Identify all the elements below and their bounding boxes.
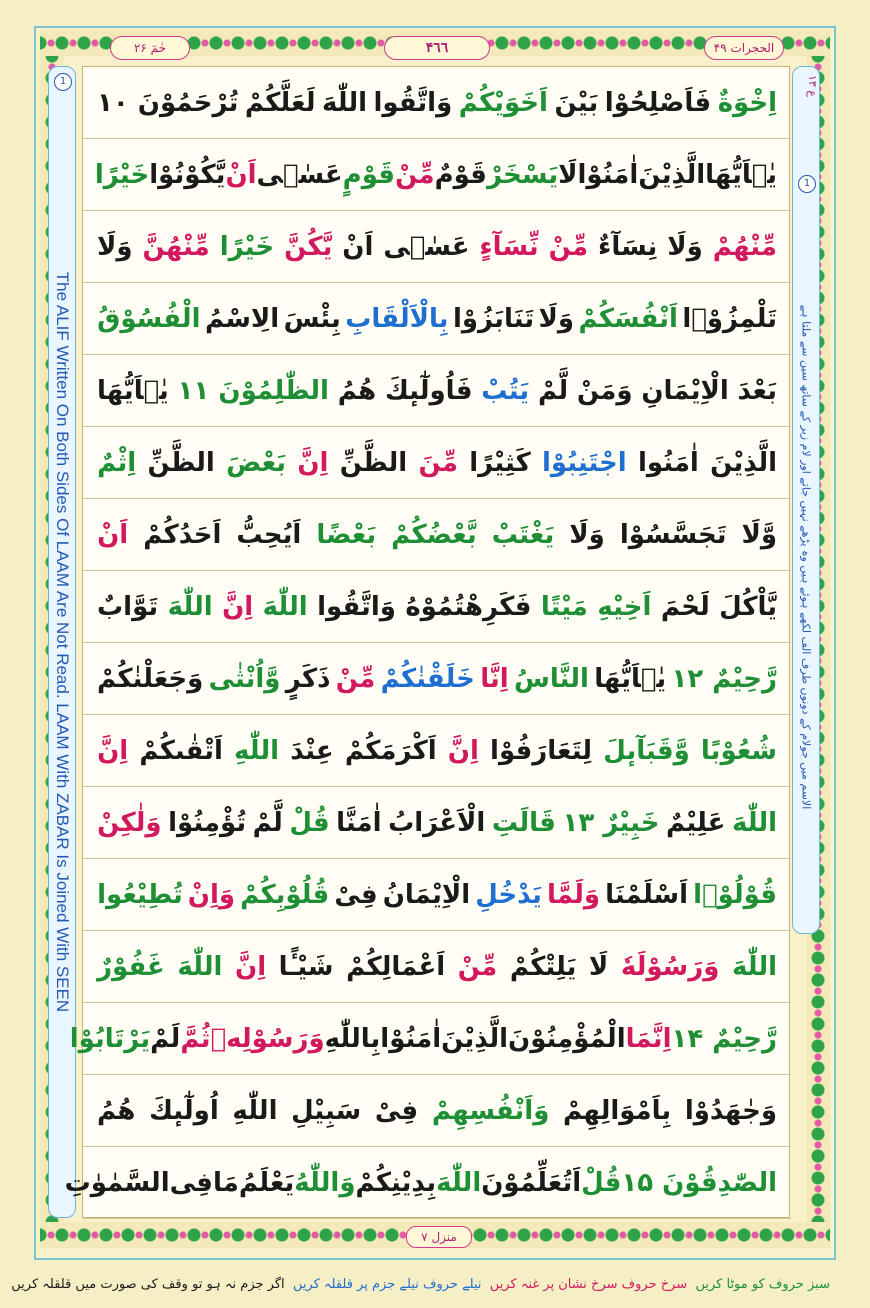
verse-word: بِاَمْوَالِهِمْ bbox=[563, 1095, 672, 1126]
verse-line bbox=[83, 787, 791, 859]
verse-word: اَنْ bbox=[342, 231, 374, 262]
verse-word: اَسْلَمْنَا bbox=[605, 879, 689, 910]
right-margin-note bbox=[792, 66, 820, 934]
verse-word: اللّٰهَ bbox=[731, 807, 777, 838]
juz-label: حٰمٓ ۲۶ bbox=[110, 36, 190, 60]
verse-word: وَّقَبَآىٕلَ bbox=[603, 735, 690, 766]
verse-word: اللّٰهِ bbox=[232, 1095, 278, 1126]
verse-word: یٰۤاَیُّهَا bbox=[97, 375, 169, 406]
verse-word: بِئْسَ bbox=[283, 303, 341, 334]
verse-word: مِّنْ bbox=[395, 159, 435, 190]
verse-word: اِنَّ bbox=[222, 591, 254, 622]
manzil-marker: منزل ٧ bbox=[406, 1226, 472, 1248]
verse-word: یَتُبْ bbox=[481, 375, 530, 406]
verse-word: تَلْمِزُوْۤا bbox=[682, 303, 777, 334]
verse-word: یٰۤاَیُّهَا bbox=[705, 159, 777, 190]
verse-word: بِالْاَلْقَابِ bbox=[345, 303, 449, 334]
verse-line bbox=[83, 67, 791, 139]
verse-word: اَكْرَمَكُمْ bbox=[344, 735, 437, 766]
verse-line bbox=[83, 931, 791, 1003]
verse-word: تَوَّابٌ bbox=[97, 591, 159, 622]
verse-word: قَالَتِ bbox=[491, 807, 556, 838]
verse-word: وَاَنْفُسِهِمْ bbox=[431, 1095, 550, 1126]
verse-word: الظّٰلِمُوْنَ ۱۱ bbox=[177, 375, 329, 406]
verse-word: لَعَلَّكُمْ bbox=[244, 87, 316, 118]
verse-word: فِی bbox=[169, 1167, 213, 1198]
verse-word: اللّٰهِ bbox=[234, 735, 280, 766]
verse-word: فَاَصْلِحُوْا bbox=[604, 87, 712, 118]
verse-word: خَیْرًا bbox=[94, 159, 150, 190]
verse-word: وَلٰكِنْ bbox=[97, 807, 162, 838]
verse-word: وَاتَّقُوا bbox=[373, 87, 453, 118]
verse-word: وَرَسُوْلِهٖ bbox=[210, 1023, 325, 1054]
verse-line bbox=[83, 571, 791, 643]
verse-word: اِنَّمَا bbox=[625, 1023, 672, 1054]
verse-word: الْاَعْرَابُ bbox=[388, 807, 486, 838]
verse-word: تُطِیْعُوا bbox=[97, 879, 183, 910]
legend-red: سرخ حروف سرخ نشان پر غنہ کریں bbox=[489, 1277, 688, 1292]
verse-word: وَمَنْ bbox=[576, 375, 633, 406]
verse-word: الْمُؤْمِنُوْنَ bbox=[508, 1023, 626, 1054]
verse-word: مِّنْ bbox=[457, 951, 498, 982]
verse-word: اُولٰٓىٕكَ bbox=[149, 1095, 219, 1126]
verse-word: هُمُ bbox=[337, 375, 377, 406]
verse-line bbox=[83, 715, 791, 787]
page-number: ۴٦٦ bbox=[384, 36, 490, 60]
verse-word: اجْتَنِبُوْا bbox=[542, 447, 627, 478]
verse-word: النَّاسُ bbox=[514, 663, 589, 694]
verse-word: بَیْنَ bbox=[554, 87, 599, 118]
verse-line bbox=[83, 283, 791, 355]
verse-word: الَّذِیْنَ bbox=[638, 159, 706, 190]
verse-word: مِّنَ bbox=[418, 447, 458, 478]
verse-word: السَّمٰوٰتِ bbox=[64, 1167, 170, 1198]
verse-word: مَا bbox=[212, 1167, 239, 1198]
verse-word: قُلْ bbox=[581, 1167, 622, 1198]
verse-word: یَّكُوْنُوْا bbox=[149, 159, 226, 190]
verse-word: لَحْمَ bbox=[660, 591, 710, 622]
verse-word: مِّنْهُنَّ bbox=[142, 231, 210, 262]
verse-word: اَنْ bbox=[225, 159, 257, 190]
verse-word: یَعْلَمُ bbox=[238, 1167, 295, 1198]
verse-word: اللّٰهَ bbox=[436, 1167, 482, 1198]
verse-word: قُلْ bbox=[289, 807, 330, 838]
verse-word: اَتْقٰىكُمْ bbox=[139, 735, 223, 766]
verse-word: یَّكُنَّ bbox=[284, 231, 333, 262]
verse-word: الْفُسُوْقُ bbox=[97, 303, 201, 334]
verse-word: وَاِنْ bbox=[187, 879, 236, 910]
verse-line bbox=[83, 859, 791, 931]
verse-word: اللّٰهَ bbox=[177, 951, 223, 982]
verse-word: تُؤْمِنُوْا bbox=[168, 807, 247, 838]
verse-word: عَسٰۤى bbox=[383, 231, 470, 262]
note-number-badge: 1 bbox=[54, 73, 72, 91]
tajweed-legend bbox=[11, 1268, 830, 1302]
verse-word: لَا bbox=[588, 951, 609, 982]
verse-line bbox=[64, 1147, 791, 1219]
verse-word: اِثْمٌ bbox=[97, 447, 137, 478]
note-number-badge-right: 1 bbox=[798, 175, 816, 193]
verse-word: بِدِیْنِكُمْ bbox=[355, 1167, 437, 1198]
verse-word: اَخَوَیْكُمْ bbox=[458, 87, 548, 118]
verse-word: اَخِیْهِ bbox=[597, 591, 652, 622]
verse-word: یَغْتَبْ bbox=[491, 519, 555, 550]
verse-line bbox=[83, 355, 791, 427]
verse-word: اَتُعَلِّمُوْنَ bbox=[481, 1167, 582, 1198]
verse-word: فَاُولٰٓىٕكَ bbox=[384, 375, 473, 406]
verse-word: رَّحِیْمٌ ۱۲ bbox=[671, 663, 777, 694]
verse-word: الَّذِیْنَ bbox=[441, 1023, 508, 1054]
verse-word: قُلُوْبِكُمْ bbox=[240, 879, 330, 910]
verse-word: وَاتَّقُوا bbox=[317, 591, 396, 622]
verse-word: الَّذِیْنَ bbox=[710, 447, 777, 478]
verse-line bbox=[83, 499, 791, 571]
verse-word: مَیْتًا bbox=[540, 591, 588, 622]
verse-word: لَمْ bbox=[150, 1023, 181, 1054]
verse-word: یَسْخَرْ bbox=[486, 159, 559, 190]
verse-word: فِیْ bbox=[374, 1095, 419, 1126]
verse-word: وَاللّٰهُ bbox=[294, 1167, 356, 1198]
verse-word: وَرَسُوْلَهٗ bbox=[620, 951, 720, 982]
verse-word: قُوْلُوْۤا bbox=[693, 879, 777, 910]
verse-word: اَحَدُكُمْ bbox=[143, 519, 222, 550]
english-note: The ALIF Written On Both Sides Of LAAM Are Not Read. LAAM With ZABAR Is Joined With SEEN bbox=[53, 271, 72, 1013]
verse-word: مِّنْ bbox=[335, 663, 376, 694]
verse-word: مِّنْهُمْ bbox=[712, 231, 777, 262]
verse-word: تُرْحَمُوْنَ ۱۰ bbox=[97, 87, 239, 118]
verse-word: یَدْخُلِ bbox=[475, 879, 542, 910]
verse-word: یَرْتَابُوْا bbox=[69, 1023, 151, 1054]
legend-green: سبز حروف کو موٹا کریں bbox=[695, 1277, 830, 1292]
quran-text-area bbox=[64, 66, 790, 1218]
verse-word: قَوْمٍ bbox=[342, 159, 396, 190]
verse-word: ثُمَّ bbox=[180, 1023, 211, 1054]
verse-word: اِنَّ bbox=[235, 951, 267, 982]
verse-word: خَلَقْنٰكُمْ bbox=[380, 663, 475, 694]
verse-word: بَعْدَ bbox=[737, 375, 777, 406]
verse-word: هُمُ bbox=[97, 1095, 136, 1126]
verse-word: خَیْرًا bbox=[219, 231, 275, 262]
verse-line bbox=[83, 427, 791, 499]
verse-word: وَجٰهَدُوْا bbox=[684, 1095, 777, 1126]
verse-word: مِّنْ bbox=[548, 231, 589, 262]
verse-word: الِاسْمُ bbox=[204, 303, 280, 334]
verse-word: لَا bbox=[558, 159, 578, 190]
verse-word: الصّٰدِقُوْنَ ۱۵ bbox=[621, 1167, 777, 1198]
verse-word: بَعْضًا bbox=[316, 519, 377, 550]
verse-word: خَبِیْرٌ ۱۳ bbox=[562, 807, 660, 838]
verse-word: اِنَّا bbox=[480, 663, 509, 694]
verse-word: كَثِیْرًا bbox=[469, 447, 531, 478]
verse-word: بَّعْضُكُمْ bbox=[391, 519, 477, 550]
verse-line bbox=[83, 643, 791, 715]
verse-word: وَّلَا bbox=[741, 519, 777, 550]
verse-word: لَّمْ bbox=[537, 375, 569, 406]
verse-word: اِنَّ bbox=[97, 735, 129, 766]
verse-word: اِخْوَةٌ bbox=[717, 87, 777, 118]
verse-word: اَنْفُسَكُمْ bbox=[578, 303, 678, 334]
verse-word: اللّٰهَ bbox=[731, 951, 777, 982]
verse-word: شَیْـًٔا bbox=[278, 951, 334, 982]
verse-word: عَسٰۤى bbox=[256, 159, 343, 190]
surah-label: الحجرات ۴۹ bbox=[704, 36, 784, 60]
verse-word: یَّاْكُلَ bbox=[719, 591, 777, 622]
legend-blue: نیلے حروف نیلے جزم پر قلقلہ کریں bbox=[292, 1277, 482, 1292]
verse-word: اٰمَنُوا bbox=[638, 447, 699, 478]
verse-line bbox=[69, 1003, 791, 1075]
verse-line bbox=[83, 1075, 791, 1147]
verse-line bbox=[83, 139, 791, 211]
verse-word: لِتَعَارَفُوْا bbox=[490, 735, 593, 766]
verse-word: الظَّنِّ bbox=[147, 447, 215, 478]
verse-word: عَلِیْمٌ bbox=[666, 807, 726, 838]
verse-word: ذَكَرٍ bbox=[285, 663, 331, 694]
verse-word: اَیُحِبُّ bbox=[236, 519, 302, 550]
verse-word: وَلَا bbox=[538, 303, 575, 334]
verse-word: اٰمَنُوْا bbox=[577, 159, 639, 190]
verse-word: وَلَا bbox=[97, 231, 133, 262]
verse-word: وَجَعَلْنٰكُمْ bbox=[97, 663, 204, 694]
verse-word: اَعْمَالِكُمْ bbox=[346, 951, 446, 982]
verse-word: وَّاُنْثٰى bbox=[208, 663, 281, 694]
verse-word: الْاِیْمَانِ bbox=[641, 375, 729, 406]
verse-word: اللّٰهَ bbox=[167, 591, 213, 622]
verse-word: سَبِیْلِ bbox=[291, 1095, 362, 1126]
verse-word: عِنْدَ bbox=[290, 735, 334, 766]
verse-word: الظَّنِّ bbox=[339, 447, 408, 478]
verse-word: رَّحِیْمٌ ۱۴ bbox=[671, 1023, 777, 1054]
verse-word: تَجَسَّسُوْا bbox=[619, 519, 727, 550]
verse-word: اللّٰهَ bbox=[262, 591, 308, 622]
urdu-note: الاسم میں جولام کے دونوں طرف الف لکھے ہوئے ہیں وہ پڑھے نہیں جاتے اور لام زبر کے ساتھ سین سے ملتا ہے bbox=[799, 304, 813, 810]
verse-word: فِیْ bbox=[334, 879, 378, 910]
verse-word: شُعُوْبًا bbox=[700, 735, 777, 766]
verse-word: فَكَرِهْتُمُوْهُ bbox=[405, 591, 532, 622]
verse-word: نِّسَآءٍ bbox=[479, 231, 539, 262]
verse-word: لَّمْ bbox=[252, 807, 283, 838]
verse-word: وَلَا bbox=[569, 519, 605, 550]
legend-black: اگر جزم نہ ہو تو وقف کی صورت میں قلقلہ کریں bbox=[11, 1277, 285, 1292]
verse-word: اِنَّ bbox=[447, 735, 479, 766]
verse-word: اٰمَنُوْا bbox=[380, 1023, 442, 1054]
verse-word: بَعْضَ bbox=[226, 447, 287, 478]
verse-word: بِاللّٰهِ bbox=[324, 1023, 381, 1054]
verse-word: قَوْمٌ bbox=[434, 159, 487, 190]
verse-word: اللّٰهَ bbox=[321, 87, 367, 118]
verse-word: یٰۤاَیُّهَا bbox=[594, 663, 667, 694]
verse-word: اَنْ bbox=[97, 519, 129, 550]
verse-word: وَلَا bbox=[667, 231, 703, 262]
verse-word: اِنَّ bbox=[297, 447, 329, 478]
verse-word: اٰمَنَّا bbox=[336, 807, 382, 838]
verse-word: الْاِیْمَانُ bbox=[382, 879, 471, 910]
verse-word: نِسَآءٌ bbox=[598, 231, 658, 262]
verse-word: غَفُوْرٌ bbox=[97, 951, 165, 982]
verse-word: تَنَابَزُوْا bbox=[452, 303, 535, 334]
verse-line bbox=[83, 211, 791, 283]
verse-word: یَلِتْكُمْ bbox=[509, 951, 577, 982]
verse-word: وَلَمَّا bbox=[546, 879, 601, 910]
ruku-marker: ع ۱۳ bbox=[806, 75, 819, 97]
